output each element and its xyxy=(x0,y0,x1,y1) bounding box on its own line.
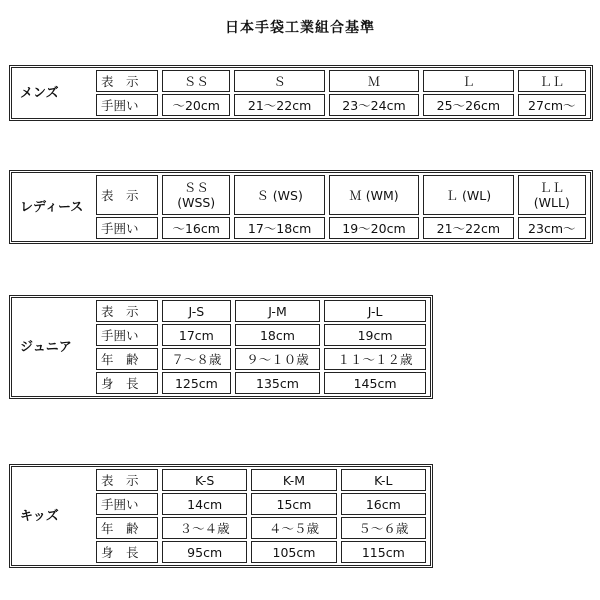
hand-cell: 21～22cm xyxy=(423,217,513,239)
height-cell: 115cm xyxy=(341,541,426,563)
ladies-size-table xyxy=(12,173,590,241)
height-cell: 135cm xyxy=(235,372,320,394)
size-cell: Ｍ xyxy=(329,70,419,92)
size-cell: K-S xyxy=(162,469,247,491)
hand-cell: 19cm xyxy=(324,324,426,346)
age-row-label: 年 齢 xyxy=(96,348,158,370)
junior-size-table xyxy=(12,298,430,396)
size-cell: ＬＬ (WLL) xyxy=(518,175,586,215)
size-cell: J-M xyxy=(235,300,320,322)
size-cell: K-M xyxy=(251,469,336,491)
hand-row-label: 手囲い xyxy=(96,217,158,239)
hand-cell: ～16cm xyxy=(162,217,230,239)
hand-cell: 23～24cm xyxy=(329,94,419,116)
age-cell: ４～５歳 xyxy=(251,517,336,539)
height-row-label: 身 長 xyxy=(96,372,158,394)
display-row-label: 表 示 xyxy=(96,469,158,491)
hand-cell: 15cm xyxy=(251,493,336,515)
height-cell: 105cm xyxy=(251,541,336,563)
age-cell: ９～１０歳 xyxy=(235,348,320,370)
size-cell: Ｌ (WL) xyxy=(423,175,513,215)
size-cell: Ｓ xyxy=(234,70,324,92)
size-cell: ＳＳ xyxy=(162,70,230,92)
hand-cell: 17～18cm xyxy=(234,217,324,239)
size-cell: J-S xyxy=(162,300,231,322)
hand-cell: 14cm xyxy=(162,493,247,515)
size-cell: K-L xyxy=(341,469,426,491)
height-cell: 145cm xyxy=(324,372,426,394)
hand-cell: 19～20cm xyxy=(329,217,419,239)
size-cell: Ｓ (WS) xyxy=(234,175,324,215)
hand-cell: 27cm～ xyxy=(518,94,586,116)
junior-category-label: ジュニア xyxy=(20,339,72,355)
hand-cell: 17cm xyxy=(162,324,231,346)
hand-row-label: 手囲い xyxy=(96,94,158,116)
age-cell: ５～６歳 xyxy=(341,517,426,539)
age-cell: １１～１２歳 xyxy=(324,348,426,370)
page-title: 日本手袋工業組合基準 xyxy=(225,20,375,36)
mens-category-label: メンズ xyxy=(20,85,59,101)
mens-size-table xyxy=(12,68,590,118)
height-cell: 125cm xyxy=(162,372,231,394)
height-cell: 95cm xyxy=(162,541,247,563)
display-row-label: 表 示 xyxy=(96,300,158,322)
hand-cell: 25～26cm xyxy=(423,94,513,116)
hand-cell: 21～22cm xyxy=(234,94,324,116)
size-cell: ＳＳ (WSS) xyxy=(162,175,230,215)
size-cell: ＬＬ xyxy=(518,70,586,92)
kids-size-table xyxy=(12,467,430,565)
age-row-label: 年 齢 xyxy=(96,517,158,539)
height-row-label: 身 長 xyxy=(96,541,158,563)
hand-cell: ～20cm xyxy=(162,94,230,116)
age-cell: ３～４歳 xyxy=(162,517,247,539)
hand-cell: 16cm xyxy=(341,493,426,515)
size-cell: Ｌ xyxy=(423,70,513,92)
display-row-label: 表 示 xyxy=(96,70,158,92)
hand-row-label: 手囲い xyxy=(96,324,158,346)
hand-row-label: 手囲い xyxy=(96,493,158,515)
hand-cell: 23cm～ xyxy=(518,217,586,239)
hand-cell: 18cm xyxy=(235,324,320,346)
size-cell: J-L xyxy=(324,300,426,322)
display-row-label: 表 示 xyxy=(96,175,158,215)
ladies-category-label: レディース xyxy=(20,199,84,215)
size-cell: Ｍ (WM) xyxy=(329,175,419,215)
kids-category-label: キッズ xyxy=(20,508,59,524)
age-cell: ７～８歳 xyxy=(162,348,231,370)
